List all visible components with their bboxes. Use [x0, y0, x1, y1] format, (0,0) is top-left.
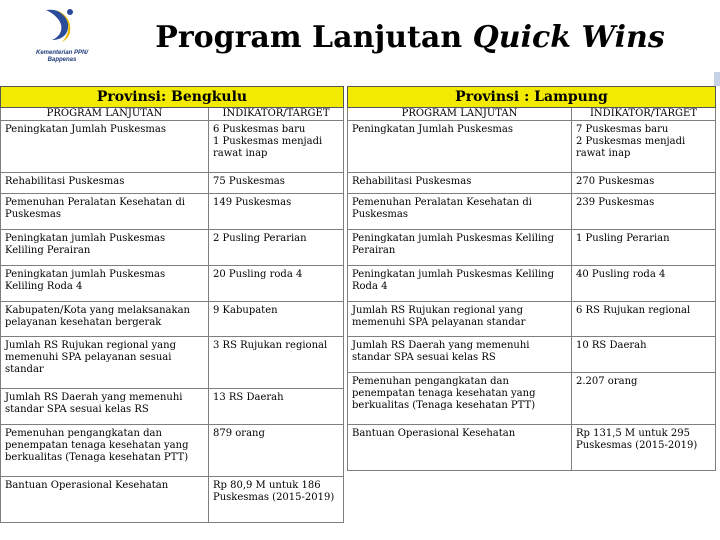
program-cell: Jumlah RS Daerah yang memenuhi standar SPA sesuai kelas RS: [1, 389, 209, 425]
program-cell: Pemenuhan Peralatan Kesehatan di Puskesmas: [1, 194, 209, 230]
table-row: [1, 194, 344, 230]
indicator-cell: 40 Pusling roda 4: [572, 266, 716, 302]
program-cell: Bantuan Operasional Kesehatan: [348, 425, 572, 471]
bengkulu-rows: [1, 121, 344, 523]
table-row: [1, 230, 344, 266]
table-row: [1, 477, 344, 523]
program-cell: Peningkatan jumlah Puskesmas Keliling Perairan: [348, 230, 572, 266]
program-cell: Rehabilitasi Puskesmas: [1, 173, 209, 194]
table-row: [1, 121, 344, 173]
table-row: [1, 425, 344, 477]
table-row: [348, 266, 716, 302]
table-row: [348, 194, 716, 230]
indicator-cell: 13 RS Daerah: [209, 389, 344, 425]
table-row: [1, 173, 344, 194]
column-header-program: PROGRAM LANJUTAN: [348, 108, 572, 121]
program-cell: Peningkatan Jumlah Puskesmas: [1, 121, 209, 173]
table-row: [348, 230, 716, 266]
bengkulu-table: [0, 86, 344, 523]
column-header-indicator: INDIKATOR/TARGET: [572, 108, 716, 121]
table-row: [348, 373, 716, 425]
table-row: [348, 425, 716, 471]
indicator-cell: 239 Puskesmas: [572, 194, 716, 230]
indicator-cell: 6 Puskesmas baru 1 Puskesmas menjadi rawat inap: [209, 121, 344, 173]
province-title: Provinsi : Lampung: [348, 87, 716, 108]
province-title: Provinsi: Bengkulu: [1, 87, 344, 108]
lampung-rows: [348, 121, 716, 471]
program-cell: Kabupaten/Kota yang melaksanakan pelayanan kesehatan bergerak: [1, 302, 209, 337]
indicator-cell: 270 Puskesmas: [572, 173, 716, 194]
program-cell: Peningkatan jumlah Puskesmas Keliling Perairan: [1, 230, 209, 266]
program-cell: Jumlah RS Daerah yang memenuhi standar SPA sesuai kelas RS: [348, 337, 572, 373]
table-row: [348, 302, 716, 337]
indicator-cell: 20 Pusling roda 4: [209, 266, 344, 302]
program-cell: Bantuan Operasional Kesehatan: [1, 477, 209, 523]
indicator-cell: 75 Puskesmas: [209, 173, 344, 194]
table-row: [348, 173, 716, 194]
indicator-cell: 2 Pusling Perarian: [209, 230, 344, 266]
indicator-cell: 6 RS Rujukan regional: [572, 302, 716, 337]
program-cell: Peningkatan jumlah Puskesmas Keliling Roda 4: [348, 266, 572, 302]
table-row: [348, 121, 716, 173]
title-italic: Quick Wins: [472, 20, 665, 55]
indicator-cell: 3 RS Rujukan regional: [209, 337, 344, 389]
program-cell: Peningkatan Jumlah Puskesmas: [348, 121, 572, 173]
title-main: Program Lanjutan: [155, 20, 463, 55]
bappenas-emblem-icon: [40, 6, 84, 46]
program-cell: Jumlah RS Rujukan regional yang memenuhi SPA pelayanan sesuai standar: [1, 337, 209, 389]
bappenas-logo: [22, 6, 102, 66]
lampung-table: [347, 86, 716, 471]
program-cell: Pemenuhan Peralatan Kesehatan di Puskesmas: [348, 194, 572, 230]
indicator-cell: 2.207 orang: [572, 373, 716, 425]
program-cell: Pemenuhan pengangkatan dan penempatan tenaga kesehatan yang berkualitas (Tenaga kesehatan PTT): [348, 373, 572, 425]
program-cell: Rehabilitasi Puskesmas: [348, 173, 572, 194]
indicator-cell: 7 Puskesmas baru 2 Puskesmas menjadi rawat inap: [572, 121, 716, 173]
table-row: [348, 337, 716, 373]
program-cell: Pemenuhan pengangkatan dan penempatan tenaga kesehatan yang berkualitas (Tenaga kesehatan PTT): [1, 425, 209, 477]
table-row: [1, 302, 344, 337]
indicator-cell: 10 RS Daerah: [572, 337, 716, 373]
logo-line2: Bappenas: [47, 57, 77, 63]
indicator-cell: 879 orang: [209, 425, 344, 477]
program-cell: Jumlah RS Rujukan regional yang memenuhi SPA pelayanan standar: [348, 302, 572, 337]
indicator-cell: 1 Pusling Perarian: [572, 230, 716, 266]
indicator-cell: 149 Puskesmas: [209, 194, 344, 230]
column-header-program: PROGRAM LANJUTAN: [1, 108, 209, 121]
indicator-cell: Rp 131,5 M untuk 295 Puskesmas (2015-2019): [572, 425, 716, 471]
table-row: [1, 266, 344, 302]
table-row: [1, 389, 344, 425]
table-row: [1, 337, 344, 389]
corner-decoration: [714, 72, 720, 86]
page-title: [150, 18, 670, 58]
indicator-cell: 9 Kabupaten: [209, 302, 344, 337]
program-cell: Peningkatan jumlah Puskesmas Keliling Roda 4: [1, 266, 209, 302]
logo-line1: Kementerian PPN/: [35, 50, 89, 56]
indicator-cell: Rp 80,9 M untuk 186 Puskesmas (2015-2019): [209, 477, 344, 523]
column-header-indicator: INDIKATOR/TARGET: [209, 108, 344, 121]
